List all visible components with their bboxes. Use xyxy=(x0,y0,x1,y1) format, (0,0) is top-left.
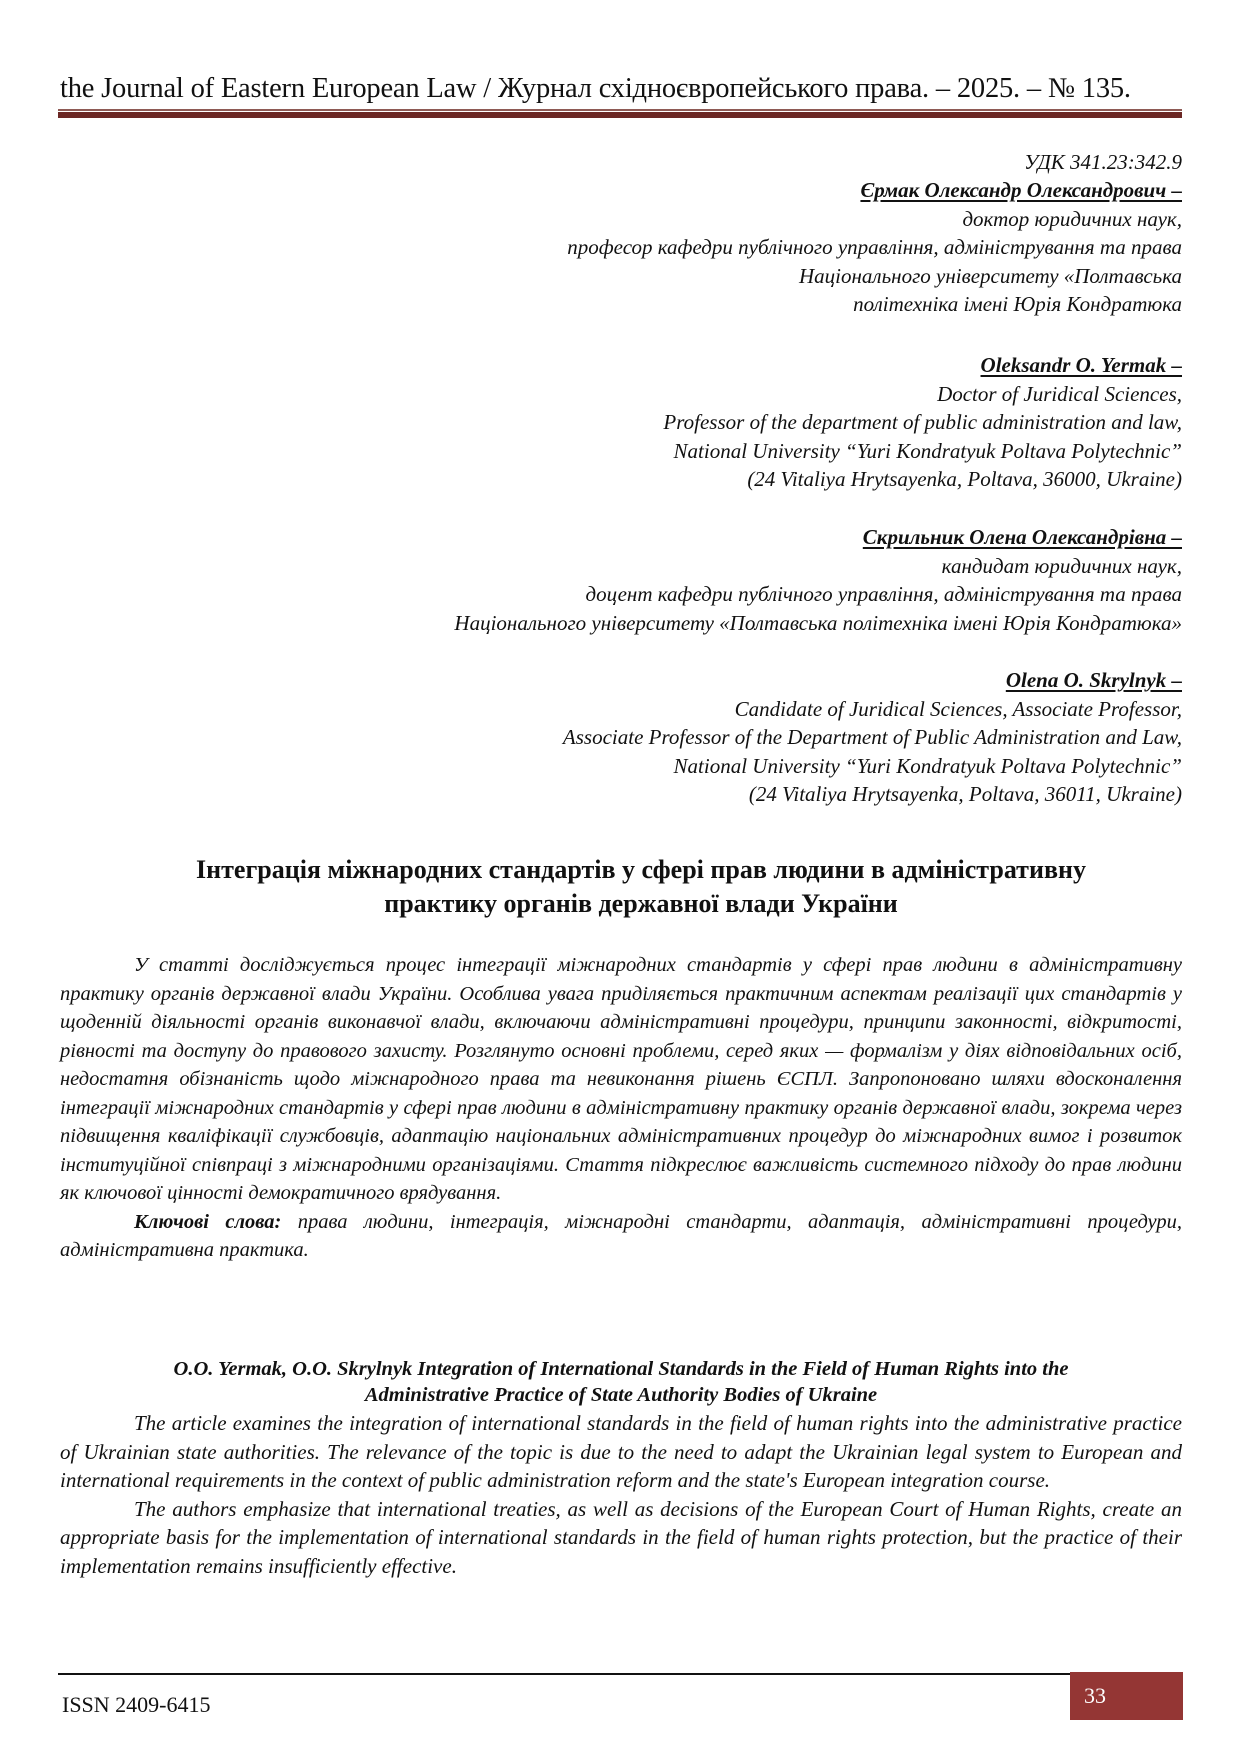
title-line: Administrative Practice of State Authority Bodies of Ukraine xyxy=(364,1384,878,1406)
header-rule-thick xyxy=(58,112,1182,118)
author-1-ua xyxy=(567,176,1182,319)
author-affiliation-line: Candidate of Juridical Sciences, Associate Professor, xyxy=(734,696,1182,721)
author-affiliation-line: National University “Yuri Kondratyuk Poltava Polytechnic” xyxy=(673,438,1182,463)
author-affiliation-line: доктор юридичних наук, xyxy=(962,206,1182,231)
abstract-paragraph: The authors emphasize that international treaties, as well as decisions of the European Court of Human Rights, create an appropriate basis for the implementation of international standards in the field of human rights protection, but the practice of their implementation remains insufficiently effective. xyxy=(60,1496,1182,1578)
page-number-box xyxy=(1070,1672,1183,1720)
author-affiliation-line: кандидат юридичних наук, xyxy=(941,553,1182,578)
author-affiliation-line: Associate Professor of the Department of Public Administration and Law, xyxy=(562,725,1182,750)
abstract-paragraph: The article examines the integration of international standards in the field of human rights into the administrative practice of Ukrainian state authorities. The relevance of the topic is due to the need to adapt the Ukrainian legal system to European and international requirements in the context of public administration reform and the state's European integration course. xyxy=(60,1411,1182,1492)
keywords-label: Ключові слова: xyxy=(134,1210,282,1233)
author-affiliation-line: Національного університету «Полтавська політехніка імені Юрія Кондратюка» xyxy=(454,610,1182,635)
title-line: практику органів державної влади України xyxy=(384,889,898,918)
author-2-ua xyxy=(454,523,1182,637)
author-affiliation-line: Doctor of Juridical Sciences, xyxy=(937,381,1182,406)
author-affiliation-line: (24 Vitaliya Hrytsayenka, Poltava, 36000, Ukraine) xyxy=(747,467,1182,492)
page-number: 33 xyxy=(1084,1683,1106,1708)
author-affiliation-line: Національного університету «Полтавська xyxy=(799,263,1182,288)
footer-rule xyxy=(58,1673,1070,1675)
running-header: the Journal of Eastern European Law / Журнал східноєвропейського права. – 2025. – № 135. xyxy=(60,73,1131,104)
title-line: O.O. Yermak, O.O. Skrylnyk Integration of International Standards in the Field of Human Rights into the xyxy=(173,1358,1069,1380)
article-title-ua xyxy=(100,853,1182,921)
author-2-en xyxy=(563,666,1182,809)
author-affiliation-line: професор кафедри публічного управління, адміністрування та права xyxy=(567,235,1182,260)
author-1-en xyxy=(663,351,1182,494)
keywords-paragraph xyxy=(60,1208,1182,1265)
author-affiliation-line: політехніка імені Юрія Кондратюка xyxy=(853,292,1182,317)
issn-label: ISSN 2409-6415 xyxy=(62,1692,211,1717)
author-affiliation-line: доцент кафедри публічного управління, адміністрування та права xyxy=(585,582,1182,607)
author-name: Oleksandr O. Yermak – xyxy=(980,353,1182,377)
abstract-paragraph: У статті досліджується процес інтеграції міжнародних стандартів у сфері прав людини в адміністративну практику органів державної влади України. Особлива увага приділяється практичним аспектам реалізації цих стандартів у щоденній діяльності органів виконавчої влади, включаючи адміністративні процедури, принципи законності, відкритості, рівності та доступу до правового захисту. Розглянуто основні проблеми, серед яких — формалізм у діях відповідальних осіб, недостатня обізнаність щодо міжнародного права та невиконання рішень ЄСПЛ. Запропоновано шляхи вдосконалення інтеграції міжнародних стандартів у сфері прав людини в адміністративну практику органів державної влади, зокрема через підвищення кваліфікації службовців, адаптацію національних адміністративних процедур до міжнародних вимог і розвиток інституційної співпраці з міжнародними організаціями. Стаття підкреслює важливість системного підходу до прав людини як ключової цінності демократичного врядування. xyxy=(60,954,1182,1204)
author-affiliation-line: National University “Yuri Kondratyuk Poltava Polytechnic” xyxy=(673,753,1182,778)
abstract-en xyxy=(60,1409,1182,1580)
author-affiliation-line: Professor of the department of public administration and law, xyxy=(663,410,1182,435)
header-rule-thin xyxy=(58,109,1182,111)
udc-code: УДК 341.23:342.9 xyxy=(1024,150,1182,174)
abstract-ua xyxy=(60,951,1182,1265)
author-name: Скрильник Олена Олександрівна – xyxy=(862,525,1182,549)
author-name: Єрмак Олександр Олександрович – xyxy=(860,178,1182,202)
keywords-text: права людини, інтеграція, міжнародні стандарти, адаптація, адміністративні процедури, адміністративна практика. xyxy=(60,1210,1182,1261)
title-line: Інтеграція міжнародних стандартів у сфері прав людини в адміністративну xyxy=(196,855,1086,884)
author-affiliation-line: (24 Vitaliya Hrytsayenka, Poltava, 36011, Ukraine) xyxy=(748,782,1182,807)
author-name: Olena O. Skrylnyk – xyxy=(1005,668,1182,692)
article-title-en xyxy=(60,1356,1182,1408)
